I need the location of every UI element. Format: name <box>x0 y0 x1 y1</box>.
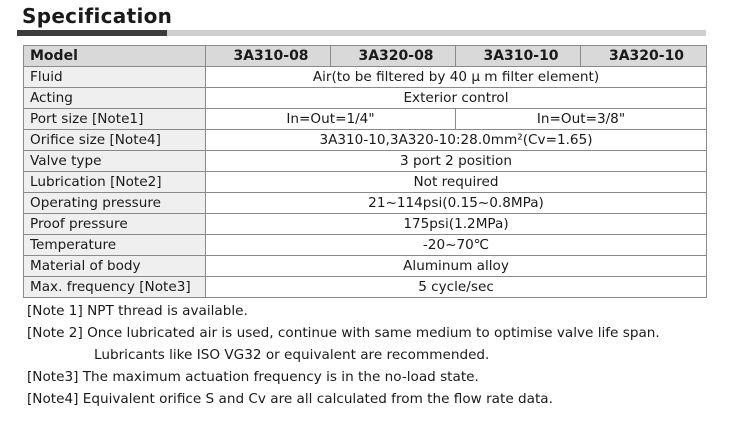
note-2-continuation: Lubricants like ISO VG32 or equivalent are recommended. <box>94 347 490 363</box>
header-model-3: 3A310-10 <box>456 46 581 67</box>
table-row <box>24 214 707 235</box>
table-row <box>24 88 707 109</box>
specification-table <box>23 45 707 298</box>
table-header-row <box>24 46 707 67</box>
note-1: [Note 1] NPT thread is available. <box>27 303 248 319</box>
table-row <box>24 277 707 298</box>
row-label-orifice: Orifice size [Note4] <box>24 130 206 151</box>
row-value-acting: Exterior control <box>206 88 707 109</box>
table-row <box>24 67 707 88</box>
table-row <box>24 130 707 151</box>
note-3: [Note3] The maximum actuation frequency is in the no-load state. <box>27 369 479 385</box>
row-value-port-size-b: In=Out=3/8" <box>456 109 707 130</box>
row-label-proof-pressure: Proof pressure <box>24 214 206 235</box>
table-row <box>24 109 707 130</box>
row-label-temperature: Temperature <box>24 235 206 256</box>
row-label-operating-pressure: Operating pressure <box>24 193 206 214</box>
table-row <box>24 193 707 214</box>
note-4: [Note4] Equivalent orifice S and Cv are all calculated from the flow rate data. <box>27 391 553 407</box>
row-label-acting: Acting <box>24 88 206 109</box>
header-model-4: 3A320-10 <box>581 46 707 67</box>
row-label-lubrication: Lubrication [Note2] <box>24 172 206 193</box>
row-label-fluid: Fluid <box>24 67 206 88</box>
header-model-1: 3A310-08 <box>206 46 331 67</box>
row-label-max-frequency: Max. frequency [Note3] <box>24 277 206 298</box>
table-row <box>24 235 707 256</box>
row-value-material: Aluminum alloy <box>206 256 707 277</box>
row-value-proof-pressure: 175psi(1.2MPa) <box>206 214 707 235</box>
row-label-valve-type: Valve type <box>24 151 206 172</box>
row-value-fluid: Air(to be filtered by 40 μ m filter element) <box>206 67 707 88</box>
row-value-valve-type: 3 port 2 position <box>206 151 707 172</box>
header-model-label: Model <box>24 46 206 67</box>
row-value-lubrication: Not required <box>206 172 707 193</box>
row-label-material: Material of body <box>24 256 206 277</box>
table-row <box>24 256 707 277</box>
note-2: [Note 2] Once lubricated air is used, continue with same medium to optimise valve life span. <box>27 325 660 341</box>
page-title: Specification <box>22 4 173 28</box>
header-model-2: 3A320-08 <box>331 46 456 67</box>
row-value-temperature: -20~70℃ <box>206 235 707 256</box>
row-label-port-size: Port size [Note1] <box>24 109 206 130</box>
notes-section <box>27 300 660 410</box>
table-row <box>24 172 707 193</box>
table-row <box>24 151 707 172</box>
row-value-orifice: 3A310-10,3A320-10:28.0mm²(Cv=1.65) <box>206 130 707 151</box>
row-value-max-frequency: 5 cycle/sec <box>206 277 707 298</box>
title-underline <box>17 30 706 36</box>
row-value-port-size-a: In=Out=1/4" <box>206 109 456 130</box>
row-value-operating-pressure: 21~114psi(0.15~0.8MPa) <box>206 193 707 214</box>
